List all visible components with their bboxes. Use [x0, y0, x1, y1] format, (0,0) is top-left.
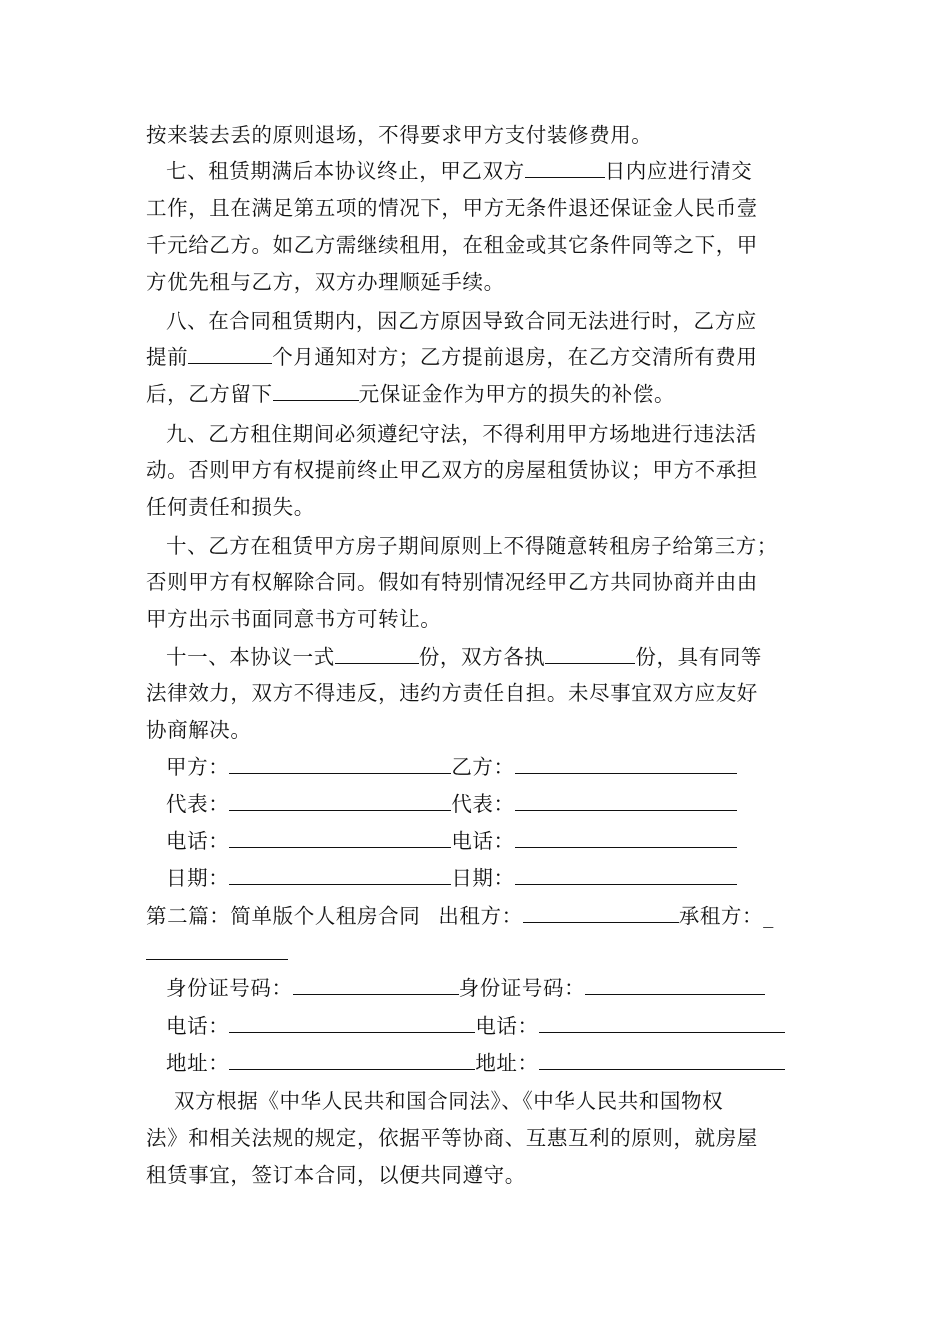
lessor-field[interactable] — [523, 901, 679, 923]
text-line: 方优先租与乙方，双方办理顺延手续。 — [146, 270, 505, 294]
text-line: 否则甲方有权解除合同。假如有特别情况经甲乙方共同协商并由由 — [146, 570, 758, 594]
clause-8-text: 个月通知对方；乙方提前退房，在乙方交清所有费用 — [272, 345, 758, 369]
party-a-field[interactable] — [229, 752, 451, 774]
id-row — [166, 973, 765, 1003]
text-line: 协商解决。 — [146, 718, 252, 742]
text-line: 双方根据《中华人民共和国合同法》、《中华人民共和国物权 — [174, 1089, 724, 1113]
id-b-label: 身份证号码： — [458, 976, 586, 1000]
phone-b-field[interactable] — [515, 826, 737, 848]
clause-8-line — [146, 379, 675, 409]
blank-copies[interactable] — [335, 642, 419, 664]
lessee-label: 承租方： — [678, 904, 764, 928]
clause-11-text: 十一、本协议一式 — [166, 645, 335, 669]
signature-row-rep — [166, 789, 737, 819]
rep-b-field[interactable] — [515, 789, 737, 811]
blank-days[interactable] — [525, 156, 605, 178]
id-b-field[interactable] — [585, 973, 765, 995]
text-line: 租赁事宜，签订本合同，以便共同遵守。 — [146, 1163, 526, 1187]
text-line: 法律效力，双方不得违反，违约方责任自担。未尽事宜双方应友好 — [146, 681, 758, 705]
phone-b-label: 电话： — [475, 1014, 539, 1038]
id-a-label: 身份证号码： — [166, 976, 293, 1000]
address-a-label: 地址： — [166, 1051, 230, 1075]
text-line: 按来装去丢的原则退场，不得要求甲方支付装修费用。 — [146, 123, 653, 147]
phone-a-field[interactable] — [229, 826, 451, 848]
phone-row — [166, 1011, 785, 1041]
address-row — [166, 1048, 785, 1078]
clause-7-text: 七、租赁期满后本协议终止，甲乙双方 — [166, 159, 525, 183]
text-line: 十、乙方在租赁甲方房子期间原则上不得随意转租房子给第三方； — [166, 534, 778, 558]
clause-8-text: 后，乙方留下 — [146, 382, 273, 406]
id-a-field[interactable] — [293, 973, 459, 995]
text-line: 九、乙方租住期间必须遵纪守法，不得利用甲方场地进行违法活 — [166, 422, 757, 446]
clause-11-text: 份，双方各执 — [418, 645, 546, 669]
text-line: 甲方出示书面同意书方可转让。 — [146, 607, 442, 631]
signature-row-party — [166, 752, 737, 782]
lessee-field-continued — [146, 938, 288, 968]
clause-7-text: 日内应进行清交 — [604, 159, 753, 183]
phone-a-label: 电话： — [166, 1014, 230, 1038]
text-line: 任何责任和损失。 — [146, 495, 315, 519]
date-b-label: 日期： — [451, 866, 515, 890]
address-b-label: 地址： — [475, 1051, 539, 1075]
blank-deposit[interactable] — [273, 379, 359, 401]
party-a-label: 甲方： — [166, 755, 230, 779]
lessor-label: 出租方： — [438, 904, 523, 928]
rep-a-label: 代表： — [166, 792, 230, 816]
clause-11-line — [166, 642, 762, 672]
clause-8-text: 提前 — [146, 345, 189, 369]
phone-a-label: 电话： — [166, 829, 230, 853]
lessee-underscore: _ — [763, 904, 774, 928]
date-b-field[interactable] — [515, 863, 737, 885]
party-b-field[interactable] — [515, 752, 737, 774]
phone-b-field[interactable] — [539, 1011, 785, 1033]
party-b-label: 乙方： — [451, 755, 515, 779]
blank-copies-each[interactable] — [545, 642, 635, 664]
phone-b-label: 电话： — [451, 829, 515, 853]
rep-b-label: 代表： — [451, 792, 515, 816]
text-line: 八、在合同租赁期内，因乙方原因导致合同无法进行时，乙方应 — [166, 309, 757, 333]
signature-row-phone — [166, 826, 737, 856]
second-contract-title: 第二篇：简单版个人租房合同 — [146, 904, 421, 928]
signature-row-date — [166, 863, 737, 893]
address-a-field[interactable] — [229, 1048, 475, 1070]
date-a-label: 日期： — [166, 866, 230, 890]
clause-8-text: 元保证金作为甲方的损失的补偿。 — [358, 382, 676, 406]
second-title-line — [146, 901, 774, 931]
text-line: 动。否则甲方有权提前终止甲乙双方的房屋租赁协议；甲方不承担 — [146, 458, 758, 482]
text-line: 千元给乙方。如乙方需继续租用，在租金或其它条件同等之下，甲 — [146, 233, 758, 257]
clause-7-line — [166, 156, 752, 186]
date-a-field[interactable] — [229, 863, 451, 885]
clause-11-text: 份，具有同等 — [635, 645, 763, 669]
address-b-field[interactable] — [539, 1048, 785, 1070]
clause-8-line — [146, 342, 758, 372]
text-line: 工作，且在满足第五项的情况下，甲方无条件退还保证金人民币壹 — [146, 196, 758, 220]
rep-a-field[interactable] — [229, 789, 451, 811]
blank-months[interactable] — [188, 342, 272, 364]
text-line: 法》和相关法规的规定，依据平等协商、互惠互利的原则，就房屋 — [146, 1126, 758, 1150]
phone-a-field[interactable] — [229, 1011, 475, 1033]
lessee-field[interactable] — [146, 938, 288, 960]
